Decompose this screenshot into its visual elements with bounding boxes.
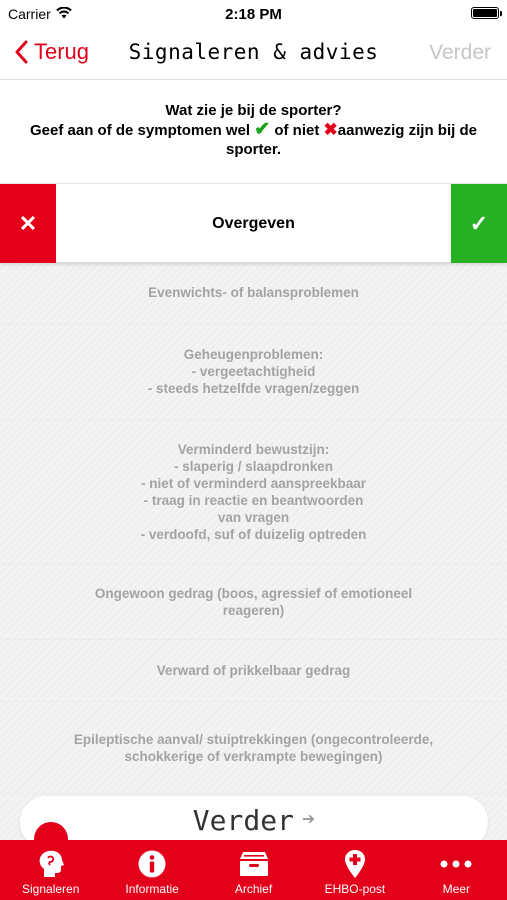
tab-label: Informatie: [125, 882, 179, 896]
symptom-item[interactable]: Ongewoon gedrag (boos, agressief of emotioneel reageren): [0, 564, 507, 640]
navigation-bar: [0, 30, 507, 80]
instruction-explanation: Geef aan of de symptomen wel ✔ of niet ✖aanwezig zijn bij de sporter.: [30, 119, 477, 158]
symptom-item[interactable]: Epileptische aanval/ stuiptrekkingen (ongecontroleerde, schokkerige of verkrampte bewegingen): [0, 702, 507, 794]
check-icon: ✔: [254, 119, 271, 140]
not-present-button[interactable]: [0, 184, 56, 263]
active-symptom-row: [0, 183, 507, 262]
status-bar: [0, 0, 507, 30]
chevron-left-icon: [14, 40, 28, 64]
verder-button-label: Verder: [192, 804, 294, 837]
symptom-item[interactable]: Geheugenproblemen: - vergeetachtigheid - steeds hetzelfde vragen/zeggen: [0, 324, 507, 420]
tab-label: Signaleren: [22, 882, 80, 896]
next-button[interactable]: Verder: [429, 41, 491, 64]
symptom-item[interactable]: Evenwichts- of balansproblemen: [0, 262, 507, 324]
tab-meer[interactable]: [406, 840, 507, 900]
active-symptom-label: Overgeven: [212, 214, 295, 232]
info-icon: [138, 849, 166, 879]
status-time: 2:18 PM: [225, 6, 282, 23]
present-button[interactable]: [451, 184, 507, 263]
checkmark-icon: ✓: [469, 210, 489, 236]
tab-ehbo-post[interactable]: [304, 840, 405, 900]
symptom-item[interactable]: Verward of prikkelbaar gedrag: [0, 640, 507, 702]
symptom-item[interactable]: Verminderd bewustzijn: - slaperig / slaapdronken - niet of verminderd aanspreekbaar - traag in reactie en beantwoorden van vragen - verdoofd, suf of duizelig optreden: [0, 420, 507, 564]
symptom-list[interactable]: [0, 262, 507, 840]
instruction-question: Wat zie je bij de sporter?: [165, 102, 342, 119]
instruction-text: [0, 80, 507, 183]
tab-label: Archief: [234, 882, 273, 896]
page-title: Signaleren & advies: [128, 40, 379, 64]
battery-icon: [471, 7, 499, 19]
cross-icon: ✖: [323, 120, 338, 139]
carrier-label: Carrier: [8, 6, 51, 22]
back-button[interactable]: [14, 39, 89, 65]
tab-archief[interactable]: [203, 840, 304, 900]
close-icon: ✕: [18, 210, 38, 236]
archive-icon: [238, 849, 270, 879]
tab-label: Meer: [442, 882, 470, 896]
tab-signaleren[interactable]: [0, 840, 101, 900]
arrow-right-icon: ➔: [301, 807, 316, 832]
location-pin-icon: [344, 849, 366, 879]
back-button-label: Terug: [34, 39, 90, 64]
head-icon: [38, 849, 64, 879]
tab-informatie[interactable]: [101, 840, 202, 900]
tab-label: EHBO-post: [324, 882, 386, 896]
tab-bar: [0, 840, 507, 900]
more-icon: [440, 849, 472, 879]
